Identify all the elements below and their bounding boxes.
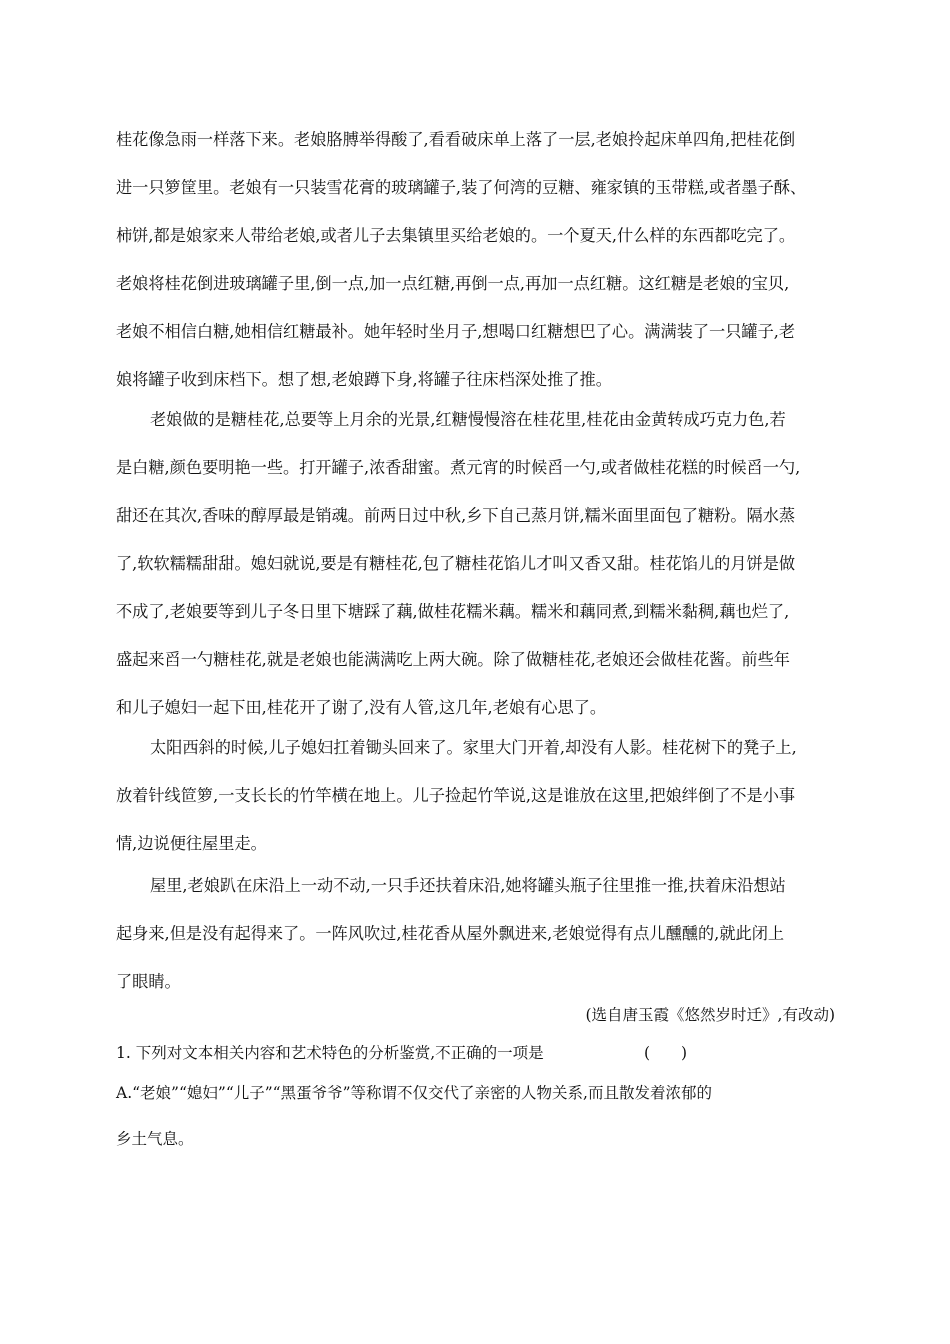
text-line: 了,软软糯糯甜甜。媳妇就说,要是有糖桂花,包了糖桂花馅儿才叫又香又甜。桂花馅儿的月饼是做 <box>116 554 796 573</box>
text-line: 了眼睛。 <box>116 972 181 991</box>
text-line: 甜还在其次,香味的醇厚最是销魂。前两日过中秋,乡下自己蒸月饼,糯米面里面包了糖粉。隔水蒸 <box>116 506 796 525</box>
text-line: 屋里,老娘趴在床沿上一动不动,一只手还扶着床沿,她将罐头瓶子往里推一推,扶着床沿想站 <box>150 876 786 895</box>
option-a <box>116 1075 836 1167</box>
option-line: 乡土气息。 <box>116 1130 194 1148</box>
text-line: 是白糖,颜色要明艳一些。打开罐子,浓香甜蜜。煮元宵的时候舀一勺,或者做桂花糕的时候舀一勺, <box>116 458 801 477</box>
text-line: 老娘做的是糖桂花,总要等上月余的光景,红糖慢慢溶在桂花里,桂花由金黄转成巧克力色,若 <box>150 410 786 429</box>
text-line: 太阳西斜的时候,儿子媳妇扛着锄头回来了。家里大门开着,却没有人影。桂花树下的凳子上, <box>150 738 797 757</box>
question-1-stem <box>116 1038 836 1068</box>
source-citation: (选自唐玉霞《悠然岁时迁》,有改动) <box>585 1006 835 1024</box>
paragraph-1 <box>116 116 836 404</box>
answer-blank: ( ) <box>644 1044 688 1062</box>
text-line: 放着针线笸箩,一支长长的竹竿横在地上。儿子捡起竹竿说,这是谁放在这里,把娘绊倒了不是小事 <box>116 786 796 805</box>
text-line: 进一只箩筐里。老娘有一只装雪花膏的玻璃罐子,装了何湾的豆糖、雍家镇的玉带糕,或者墨子酥、 <box>116 178 807 197</box>
option-line: A.“老娘”“媳妇”“儿子”“黑蛋爷爷”等称谓不仅交代了亲密的人物关系,而且散发着浓郁的 <box>116 1084 712 1102</box>
text-line: 起身来,但是没有起得来了。一阵风吹过,桂花香从屋外飘进来,老娘觉得有点儿醺醺的,就此闭上 <box>116 924 785 943</box>
paragraph-2 <box>116 396 836 732</box>
text-line: 情,边说便往屋里走。 <box>116 834 267 853</box>
text-line: 娘将罐子收到床档下。想了想,老娘蹲下身,将罐子往床档深处推了推。 <box>116 370 612 389</box>
text-line: 不成了,老娘要等到儿子冬日里下塘踩了藕,做桂花糯米藕。糯米和藕同煮,到糯米黏稠,藕也烂了, <box>116 602 790 621</box>
paragraph-3 <box>116 724 836 868</box>
text-line: 老娘不相信白糖,她相信红糖最补。她年轻时坐月子,想喝口红糖想巴了心。满满装了一只罐子,老 <box>116 322 796 341</box>
text-line: 柿饼,都是娘家来人带给老娘,或者儿子去集镇里买给老娘的。一个夏天,什么样的东西都吃完了。 <box>116 226 796 245</box>
text-line: 老娘将桂花倒进玻璃罐子里,倒一点,加一点红糖,再倒一点,再加一点红糖。这红糖是老娘的宝贝, <box>116 274 790 293</box>
question-text: 1. 下列对文本相关内容和艺术特色的分析鉴赏,不正确的一项是 <box>116 1044 544 1062</box>
text-line: 和儿子媳妇一起下田,桂花开了谢了,没有人管,这几年,老娘有心思了。 <box>116 698 607 717</box>
paragraph-4 <box>116 862 836 1006</box>
text-line: 盛起来舀一勺糖桂花,就是老娘也能满满吃上两大碗。除了做糖桂花,老娘还会做桂花酱。前些年 <box>116 650 790 669</box>
text-line: 桂花像急雨一样落下来。老娘胳膊举得酸了,看看破床单上落了一层,老娘拎起床单四角,把桂花倒 <box>116 130 796 149</box>
